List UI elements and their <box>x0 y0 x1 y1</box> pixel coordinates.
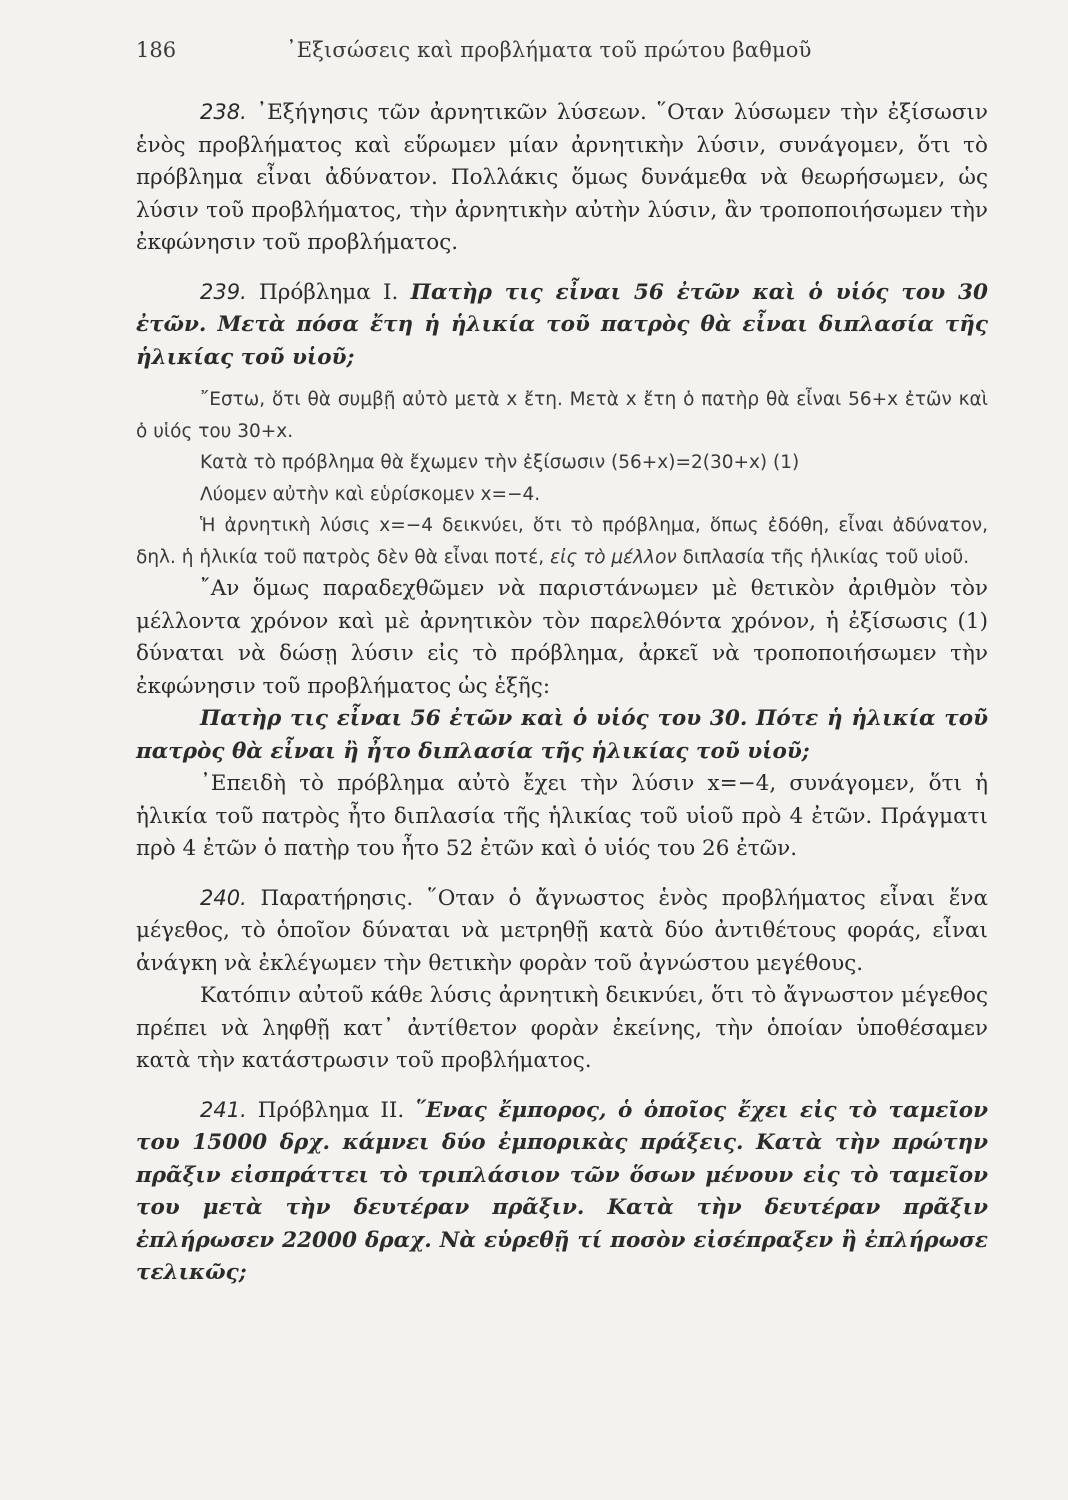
problem-text: Πατὴρ τις εἶναι 56 ἐτῶν καὶ ὁ υἱός του 30 ἐτῶν. Μετὰ πόσα ἔτη ἡ ἡλικία τοῦ πατρὸς θὰ εἶναι διπλασία τῆς ἡλικίας τοῦ υἱοῦ; <box>136 279 988 370</box>
section-240 <box>136 882 988 981</box>
section-text: ῞Οταν ὁ ἄγνωστος ἑνὸς προβλήματος εἶναι ἕνα μέγεθος, τὸ ὁποῖον δύναται νὰ μετρηθῇ κατὰ δύο ἀντιθέτους φοράς, εἶναι ἀνάγκη νὰ ἐκλέγωμεν τὴν θετικὴν φορὰν τοῦ ἀγνώστου μεγέθους. <box>136 885 988 976</box>
section-title: Παρατήρησις. <box>260 885 414 911</box>
explanation-text: Ἡ ἀρνητικὴ λύσις x=−4 δεικνύει, ὅτι τὸ πρόβλημα, ὅπως ἐδόθη, εἶναι ἀδύνατον, δηλ. ἡ ἡλικία τοῦ πατρὸς δὲν θὰ εἶναι ποτέ, <box>136 515 988 568</box>
section-number: 238. <box>200 100 247 124</box>
solution-result: Λύομεν αὐτὴν καὶ εὑρίσκομεν x=−4. <box>200 483 541 505</box>
page-number: 186 <box>136 38 177 62</box>
page-header <box>136 38 948 70</box>
solution-explanation <box>136 510 988 573</box>
section-238 <box>136 96 988 260</box>
explanation-text-end: διπλασία τῆς ἡλικίας τοῦ υἱοῦ. <box>682 546 970 568</box>
section-text: ῞Οταν λύσωμεν τὴν ἐξίσωσιν ἑνὸς προβλήματος καὶ εὕρωμεν μίαν ἀρνητικὴν λύσιν, συνάγομεν, ὅτι τὸ πρόβλημα εἶναι ἀδύνατον. Πολλάκις ὅμως δυνάμεθα νὰ θεωρήσωμεν, ὡς λύσιν τοῦ προβλήματος, τὴν ἀρνητικὴν αὐτὴν λύσιν, ἂν τροποποιήσωμεν τὴν ἐκφώνησιν τοῦ προβλήματος. <box>136 100 989 255</box>
problem-1-statement <box>136 276 988 375</box>
problem-2-statement <box>136 1094 988 1290</box>
paragraph: ῎Αν ὅμως παραδεχθῶμεν νὰ παριστάνωμεν μὲ θετικὸν ἀριθμὸν τὸν μέλλοντα χρόνον καὶ μὲ ἀρνητικὸν τὸν παρελθόντα χρόνον, ἡ ἐξίσωσις (1) δύναται νὰ δώσῃ λύσιν εἰς τὸ πρόβλημα, ἀρκεῖ νὰ τροποποιήσωμεν τὴν ἐκφώνησιν τοῦ προβλήματος ὡς ἑξῆς: <box>136 576 988 699</box>
paragraph: ᾿Επειδὴ τὸ πρόβλημα αὐτὸ ἔχει τὴν λύσιν x=−4, συνάγομεν, ὅτι ἡ ἡλικία τοῦ πατρὸς ἦτο διπλασία τῆς ἡλικίας τοῦ υἱοῦ πρὸ 4 ἐτῶν. Πράγματι πρὸ 4 ἐτῶν ὁ πατὴρ του ἦτο 52 ἐτῶν καὶ ὁ υἱός του 26 ἐτῶν. <box>136 771 988 861</box>
solution-equation: Κατὰ τὸ πρόβλημα θὰ ἔχωμεν τὴν ἐξίσωσιν (56+x)=2(30+x) (1) <box>200 452 800 473</box>
problem-text: ῞Ενας ἔμπορος, ὁ ὁποῖος ἔχει εἰς τὸ ταμεῖον του 15000 δρχ. κάμνει δύο ἐμπορικὰς πράξεις. Κατὰ τὴν πρώτην πρᾶξιν εἰσπράττει τὸ τριπλάσιον τῶν ὅσων μένουν εἰς τὸ ταμεῖον του μετὰ τὴν δευτέραν πρᾶξιν. Κατὰ τὴν δευτέραν πρᾶξιν ἐπλήρωσεν 22000 δραχ. Νὰ εὑρεθῇ τί ποσὸν εἰσέπραξεν ἢ ἐπλήρωσε τελικῶς; <box>136 1097 988 1285</box>
section-number: 240. <box>200 885 247 910</box>
section-title: ᾿Εξήγησις τῶν ἀρνητικῶν λύσεων. <box>256 100 647 125</box>
running-title: ᾿Εξισώσεις καὶ προβλήματα τοῦ πρώτου βαθμοῦ <box>286 38 812 62</box>
problem-label: Πρόβλημα II. <box>257 1097 405 1123</box>
section-number: 239. <box>200 279 247 304</box>
paragraph: Κατόπιν αὐτοῦ κάθε λύσις ἀρνητικὴ δεικνύει, ὅτι τὸ ἄγνωστον μέγεθος πρέπει νὰ ληφθῇ κατ᾿ ἀντίθετον φορὰν ἐκείνης, τὴν ὁποίαν ὑποθέσαμεν κατὰ τὴν κατάστρωσιν τοῦ προβλήματος. <box>136 983 988 1073</box>
modified-statement: Πατὴρ τις εἶναι 56 ἐτῶν καὶ ὁ υἱός του 30. Πότε ἡ ἡλικία τοῦ πατρὸς θὰ εἶναι ἢ ἦτο διπλασία τῆς ἡλικίας τοῦ υἱοῦ; <box>136 706 988 764</box>
emphasis-text: εἰς τὸ μέλλον <box>550 546 677 568</box>
solution-line-1: ῎Εστω, ὅτι θὰ συμβῇ αὐτὸ μετὰ x ἔτη. Μετὰ x ἔτη ὁ πατὴρ θὰ εἶναι 56+x ἐτῶν καὶ ὁ υἱός του 30+x. <box>136 389 988 442</box>
section-number: 241. <box>200 1097 247 1122</box>
problem-label: Πρόβλημα I. <box>259 279 399 305</box>
page-content <box>136 96 988 1290</box>
